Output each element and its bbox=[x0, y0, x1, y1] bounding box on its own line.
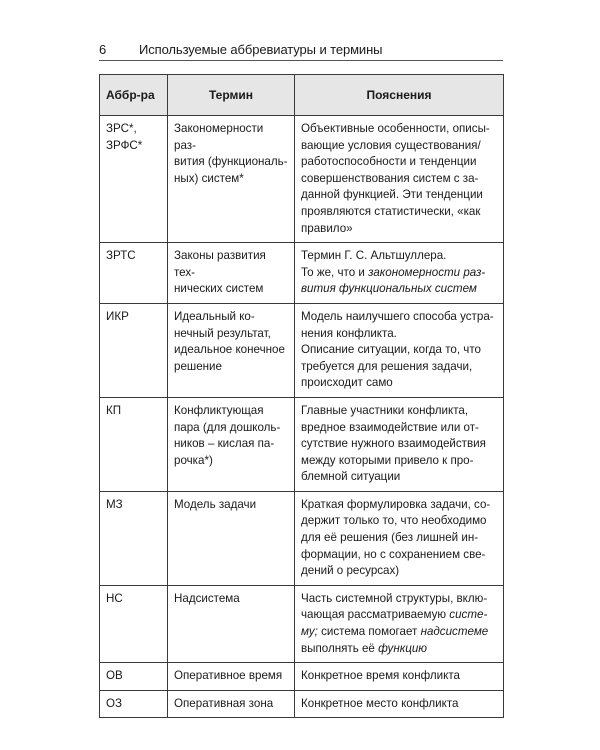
explanation-italic-text: вития функциональных систем bbox=[301, 282, 477, 296]
abbr-text: ОВ bbox=[106, 669, 123, 683]
abbr-text: КП bbox=[106, 403, 122, 417]
explanation-text: Объективные особенности, описы- bbox=[301, 122, 490, 135]
explanation-text: требуется для решения задачи, bbox=[301, 359, 473, 373]
abbr-text: ИКР bbox=[106, 309, 129, 323]
column-header-explanation: Пояснения bbox=[295, 75, 504, 116]
explanation-text: между которыми привело к про- bbox=[301, 453, 474, 467]
column-header-abbr: Аббр-ра bbox=[100, 75, 168, 116]
explanation-line bbox=[301, 154, 497, 171]
table-header-row bbox=[100, 75, 504, 116]
term-text: Идеальный ко- bbox=[174, 309, 255, 323]
explanation-line bbox=[301, 420, 497, 437]
abbr-cell bbox=[100, 397, 168, 491]
table-row bbox=[100, 303, 504, 397]
explanation-cell bbox=[295, 663, 504, 691]
explanation-text: чающая рассматриваемую bbox=[301, 608, 450, 622]
explanation-line bbox=[301, 696, 497, 713]
table-row bbox=[100, 397, 504, 491]
explanation-text: Термин Г. С. Альтшуллера. bbox=[301, 249, 447, 263]
explanation-line bbox=[301, 563, 497, 580]
explanation-text: происходит само bbox=[301, 376, 393, 390]
explanation-text: сутствие нужного взаимодействия bbox=[301, 437, 486, 451]
page-number: 6 bbox=[99, 41, 107, 57]
explanation-cell bbox=[295, 397, 504, 491]
explanation-line bbox=[301, 641, 497, 658]
explanation-line bbox=[301, 359, 497, 376]
explanation-line bbox=[301, 326, 497, 343]
term-text: ников – кислая па- bbox=[174, 437, 275, 451]
term-cell bbox=[168, 663, 295, 691]
explanation-text: для её решения (без лишней ин- bbox=[301, 531, 479, 545]
abbreviations-table bbox=[99, 74, 504, 718]
explanation-line bbox=[301, 591, 497, 608]
table-row bbox=[100, 491, 504, 585]
explanation-line bbox=[301, 265, 497, 282]
explanation-text: выполнять её bbox=[301, 641, 379, 655]
explanation-cell bbox=[295, 243, 504, 304]
term-text: рочка*) bbox=[174, 453, 213, 467]
term-text: пара (для дошколь- bbox=[174, 420, 281, 434]
explanation-line bbox=[301, 187, 497, 204]
abbr-cell bbox=[100, 243, 168, 304]
explanation-text: Главные участники конфликта, bbox=[301, 403, 469, 417]
running-head bbox=[99, 38, 503, 61]
explanation-cell bbox=[295, 585, 504, 662]
explanation-text: работоспособности и тенденции bbox=[301, 155, 477, 169]
explanation-text: Конкретное место конфликта bbox=[301, 696, 459, 710]
explanation-line bbox=[301, 436, 497, 453]
abbr-text: НС bbox=[106, 591, 123, 605]
explanation-italic-text: функцию bbox=[378, 641, 427, 655]
explanation-text: вающие условия существования/ bbox=[301, 138, 481, 152]
explanation-line bbox=[301, 453, 497, 470]
abbr-cell bbox=[100, 116, 168, 243]
term-text: Оперативная зона bbox=[174, 696, 274, 710]
term-cell bbox=[168, 303, 295, 397]
term-cell bbox=[168, 491, 295, 585]
abbr-text: ЗРТС bbox=[106, 249, 136, 263]
explanation-line bbox=[301, 281, 497, 298]
term-text: решение bbox=[174, 359, 222, 373]
column-header-term: Термин bbox=[168, 75, 295, 116]
explanation-text: Краткая формулировка задачи, со- bbox=[301, 497, 491, 511]
explanation-line bbox=[301, 607, 497, 624]
explanation-text: проявляются статистически, «как bbox=[301, 204, 481, 218]
explanation-cell bbox=[295, 690, 504, 718]
term-text: вития (функциональ- bbox=[174, 155, 288, 169]
explanation-text: совершенствования систем с за- bbox=[301, 171, 479, 185]
abbr-text: ОЗ bbox=[106, 696, 123, 710]
explanation-text: нения конфликта. bbox=[301, 326, 397, 340]
explanation-text: вредное взаимодействие или от- bbox=[301, 420, 479, 434]
explanation-text: система помогает bbox=[317, 625, 421, 639]
term-cell bbox=[168, 585, 295, 662]
explanation-line bbox=[301, 497, 497, 514]
explanation-line bbox=[301, 375, 497, 392]
explanation-text: Часть системной структуры, вклю- bbox=[301, 591, 488, 605]
term-text: Закономерности раз- bbox=[174, 122, 264, 152]
table-row bbox=[100, 585, 504, 662]
abbr-cell bbox=[100, 585, 168, 662]
term-text: Надсистема bbox=[174, 591, 240, 605]
term-text: Законы развития тех- bbox=[174, 249, 266, 279]
explanation-line bbox=[301, 342, 497, 359]
explanation-cell bbox=[295, 303, 504, 397]
running-title: Используемые аббревиатуры и термины bbox=[139, 41, 383, 57]
abbr-cell bbox=[100, 303, 168, 397]
explanation-line bbox=[301, 403, 497, 420]
term-cell bbox=[168, 397, 295, 491]
explanation-italic-text: закономерности раз- bbox=[368, 265, 486, 279]
explanation-line bbox=[301, 547, 497, 564]
explanation-line bbox=[301, 171, 497, 188]
explanation-line bbox=[301, 668, 497, 685]
explanation-line bbox=[301, 469, 497, 486]
explanation-text: держит только то, что необходимо bbox=[301, 514, 487, 528]
explanation-italic-text: надсистеме bbox=[420, 625, 489, 639]
term-cell bbox=[168, 243, 295, 304]
explanation-line bbox=[301, 530, 497, 547]
explanation-text: данной функцией. Эти тенденции bbox=[301, 188, 483, 202]
explanation-text: правило» bbox=[301, 221, 353, 235]
explanation-line bbox=[301, 624, 497, 641]
term-cell bbox=[168, 116, 295, 243]
table-row bbox=[100, 690, 504, 718]
explanation-text: То же, что и bbox=[301, 265, 369, 279]
explanation-cell bbox=[295, 491, 504, 585]
abbr-text: ЗРФС* bbox=[106, 138, 143, 152]
term-text: нических систем bbox=[174, 282, 264, 296]
explanation-text: блемной ситуации bbox=[301, 470, 401, 484]
term-text: ных) систем* bbox=[174, 171, 244, 185]
explanation-line bbox=[301, 221, 497, 238]
explanation-text: Описание ситуации, когда то, что bbox=[301, 343, 481, 357]
abbr-cell bbox=[100, 690, 168, 718]
abbr-cell bbox=[100, 663, 168, 691]
term-text: идеальное конечное bbox=[174, 343, 285, 357]
explanation-text: дений о ресурсах) bbox=[301, 564, 400, 578]
term-text: Оперативное время bbox=[174, 669, 283, 683]
explanation-line bbox=[301, 204, 497, 221]
term-text: Конфликтующая bbox=[174, 403, 264, 417]
explanation-italic-text: му; bbox=[301, 625, 318, 639]
explanation-text: Конкретное время конфликта bbox=[301, 669, 460, 683]
abbr-cell bbox=[100, 491, 168, 585]
explanation-line bbox=[301, 309, 497, 326]
table-row bbox=[100, 663, 504, 691]
table-row bbox=[100, 116, 504, 243]
explanation-line bbox=[301, 121, 497, 138]
explanation-italic-text: систе- bbox=[449, 608, 488, 622]
abbr-text: ЗРС*, bbox=[106, 122, 137, 135]
explanation-text: формации, но с сохранением све- bbox=[301, 547, 486, 561]
term-text: нечный результат, bbox=[174, 326, 271, 340]
explanation-line bbox=[301, 138, 497, 155]
term-text: Модель задачи bbox=[174, 497, 257, 511]
explanation-cell bbox=[295, 116, 504, 243]
explanation-text: Модель наилучшего способа устра- bbox=[301, 309, 494, 323]
table-row bbox=[100, 243, 504, 304]
explanation-line bbox=[301, 248, 497, 265]
term-cell bbox=[168, 690, 295, 718]
explanation-line bbox=[301, 513, 497, 530]
abbr-text: МЗ bbox=[106, 497, 123, 511]
